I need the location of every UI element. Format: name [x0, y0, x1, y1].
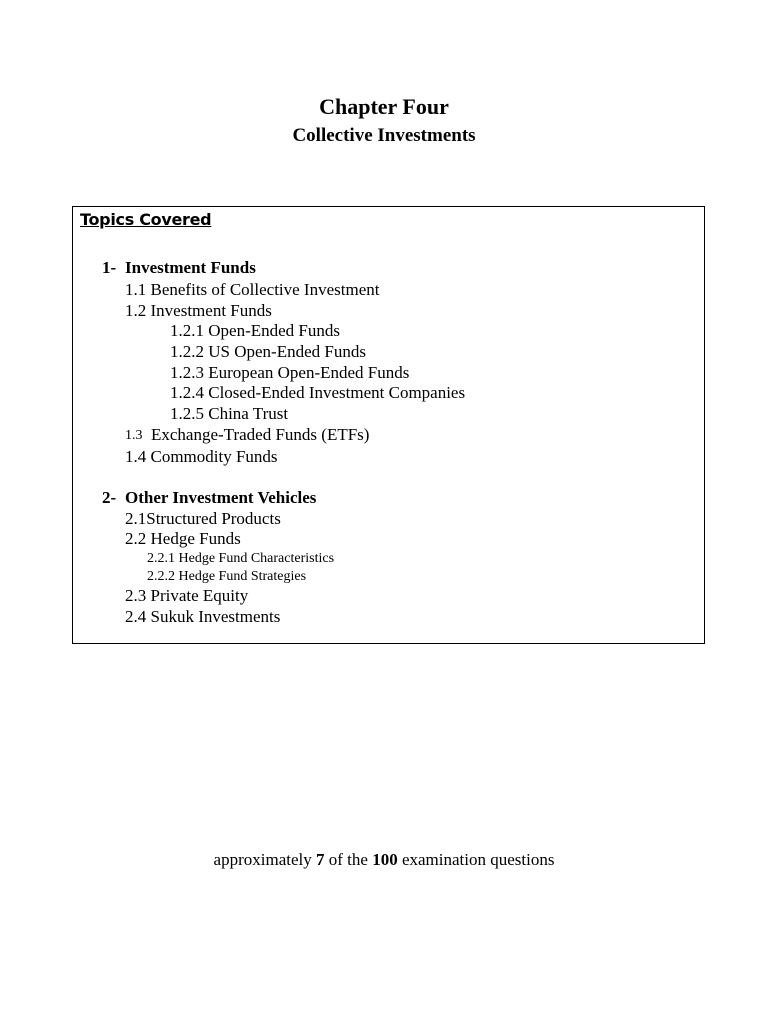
topic-item: 2.1Structured Products — [125, 509, 281, 528]
section-2-number: 2- — [102, 488, 117, 507]
exam-weight-note — [0, 850, 768, 870]
footer-middle: of the — [328, 850, 368, 869]
chapter-subtitle: Collective Investments — [292, 125, 476, 146]
question-count: 7 — [316, 850, 325, 869]
topic-item: Exchange-Traded Funds (ETFs) — [151, 425, 370, 444]
topic-item: 1.2 Investment Funds — [125, 301, 272, 320]
question-total: 100 — [372, 850, 398, 869]
section-2-title: Other Investment Vehicles — [125, 488, 317, 507]
section-1-number: 1- — [102, 258, 117, 277]
topic-subitem: 1.2.3 European Open-Ended Funds — [170, 363, 410, 382]
footer-prefix: approximately — [213, 850, 312, 869]
topic-subitem: 2.2.2 Hedge Fund Strategies — [147, 569, 307, 584]
topic-subitem: 2.2.1 Hedge Fund Characteristics — [147, 551, 335, 566]
topic-item: 2.4 Sukuk Investments — [125, 607, 281, 626]
topic-item-number: 1.3 — [125, 428, 143, 443]
footer-suffix: examination questions — [401, 850, 555, 869]
section-1-title: Investment Funds — [125, 258, 256, 277]
topics-box — [72, 206, 705, 644]
topics-heading: Topics Covered — [80, 210, 212, 229]
topic-item: 1.1 Benefits of Collective Investment — [125, 280, 380, 299]
topic-subitem: 1.2.2 US Open-Ended Funds — [170, 342, 366, 361]
topic-subitem: 1.2.1 Open-Ended Funds — [170, 321, 340, 340]
topic-item: 2.3 Private Equity — [125, 586, 249, 605]
topic-item: 2.2 Hedge Funds — [125, 529, 241, 548]
topic-subitem: 1.2.4 Closed-Ended Investment Companies — [170, 383, 466, 402]
topic-subitem: 1.2.5 China Trust — [170, 404, 289, 423]
chapter-title: Chapter Four — [319, 94, 449, 119]
topic-item: 1.4 Commodity Funds — [125, 447, 278, 466]
